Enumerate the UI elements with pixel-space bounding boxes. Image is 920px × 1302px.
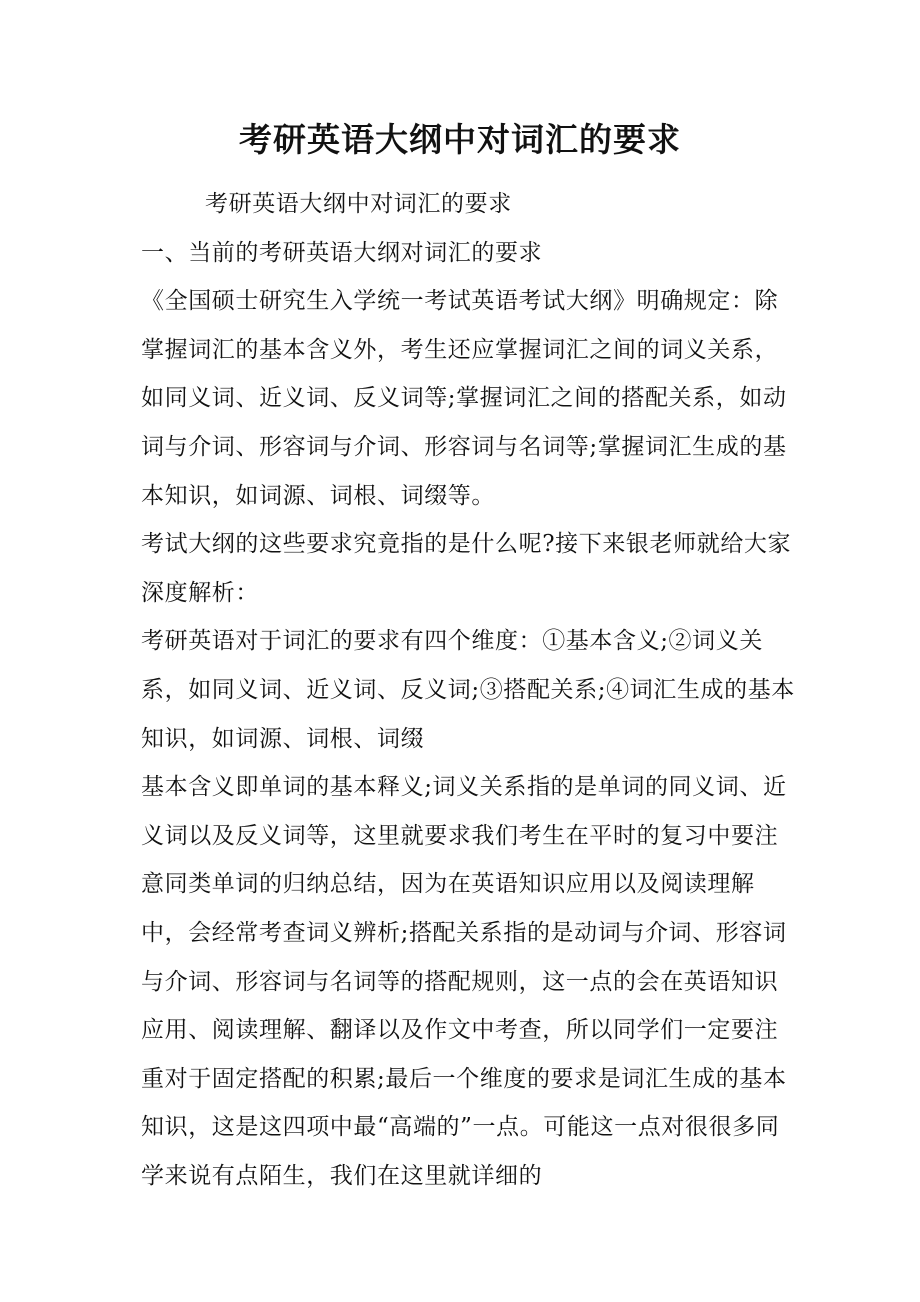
paragraph: 基本含义即单词的基本释义;词义关系指的是单词的同义词、近义词以及反义词等，这里就要求我们考生在平时的复习中要注意同类单词的归纳总结，因为在英语知识应用以及阅读理解中，会经常考查词义辨析;搭配关系指的是动词与介词、形容词与介词、形容词与名词等的搭配规则，这一点的会在英语知识应用、阅读理解、翻译以及作文中考查，所以同学们一定要注重对于固定搭配的积累;最后一个维度的要求是词汇生成的基本知识，这是这四项中最“高端的”一点。可能这一点对很很多同学来说有点陌生，我们在这里就详细的 [141, 774, 787, 1189]
document-subtitle: 考研英语大纲中对词汇的要求 [205, 191, 512, 217]
paragraph: 《全国硕士研究生入学统一考试英语考试大纲》明确规定：除掌握词汇的基本含义外，考生还应掌握词汇之间的词义关系，如同义词、近义词、反义词等;掌握词汇之间的搭配关系，如动词与介词、形容词与介词、形容词与名词等;掌握词汇生成的基本知识，如词源、词根、词缀等。 [141, 288, 787, 509]
section-heading: 一、当前的考研英语大纲对词汇的要求 [141, 239, 543, 266]
document-body [141, 180, 801, 1200]
paragraph: 考研英语对于词汇的要求有四个维度：①基本含义;②词义关系，如同义词、近义词、反义词;③搭配关系;④词汇生成的基本知识，如词源、词根、词缀 [141, 628, 795, 752]
document-title: 考研英语大纲中对词汇的要求 [239, 120, 681, 159]
paragraph: 考试大纲的这些要求究竟指的是什么呢?接下来银老师就给大家深度解析： [141, 531, 792, 606]
